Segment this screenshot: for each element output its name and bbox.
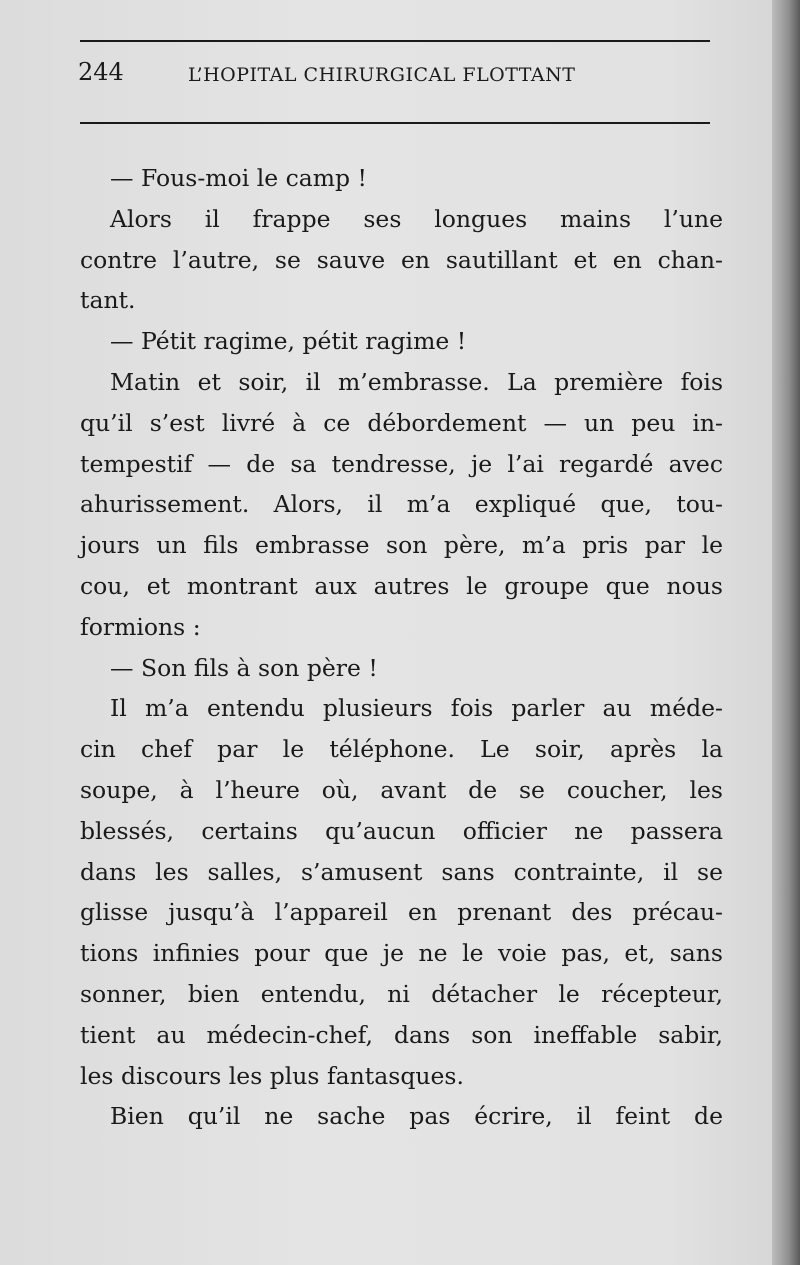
page-header — [78, 58, 718, 88]
text-line: dans les salles, s’amusent sans contrainte, il se — [80, 857, 723, 886]
text-line: qu’il s’est livré à ce débordement — un peu in- — [80, 408, 723, 437]
text-line: tant. — [80, 286, 136, 315]
text-line: tempestif — de sa tendresse, je l’ai regardé avec — [80, 449, 723, 478]
text-line: contre l’autre, se sauve en sautillant et en chan- — [80, 245, 723, 274]
text-line: — Fous-moi le camp ! — [110, 164, 367, 192]
text-line: cin chef par le téléphone. Le soir, après la — [80, 735, 723, 764]
text-line: cou, et montrant aux autres le groupe que nous — [80, 571, 723, 600]
text-line: Alors il frappe ses longues mains l’une — [110, 204, 723, 233]
text-line: Matin et soir, il m’embrasse. La première fois — [110, 367, 723, 396]
header-bottom-rule — [80, 122, 710, 124]
text-line: — Pétit ragime, pétit ragime ! — [110, 327, 467, 356]
running-title: L’HOPITAL CHIRURGICAL FLOTTANT — [188, 64, 576, 86]
page-edge-shadow — [772, 0, 800, 1265]
text-line: Bien qu’il ne sache pas écrire, il feint de — [110, 1102, 723, 1131]
header-top-rule — [80, 40, 710, 42]
text-line: tient au médecin-chef, dans son ineffable sabir, — [80, 1020, 723, 1049]
text-line: tions infinies pour que je ne le voie pas, et, sans — [80, 939, 723, 968]
text-line: jours un fils embrasse son père, m’a pris par le — [80, 531, 723, 560]
text-line: glisse jusqu’à l’appareil en prenant des précau- — [80, 898, 723, 927]
text-line: formions : — [80, 612, 201, 641]
text-line: — Son fils à son père ! — [110, 653, 378, 682]
text-line: blessés, certains qu’aucun officier ne passera — [80, 816, 723, 845]
page-number: 244 — [78, 58, 124, 86]
text-line: soupe, à l’heure où, avant de se coucher, les — [80, 775, 723, 804]
body-text — [80, 158, 723, 1137]
text-line: ahurissement. Alors, il m’a expliqué que, tou- — [80, 490, 723, 519]
text-line: les discours les plus fantasques. — [80, 1061, 464, 1090]
text-line: Il m’a entendu plusieurs fois parler au méde- — [110, 694, 723, 723]
text-line: sonner, bien entendu, ni détacher le récepteur, — [80, 979, 723, 1008]
